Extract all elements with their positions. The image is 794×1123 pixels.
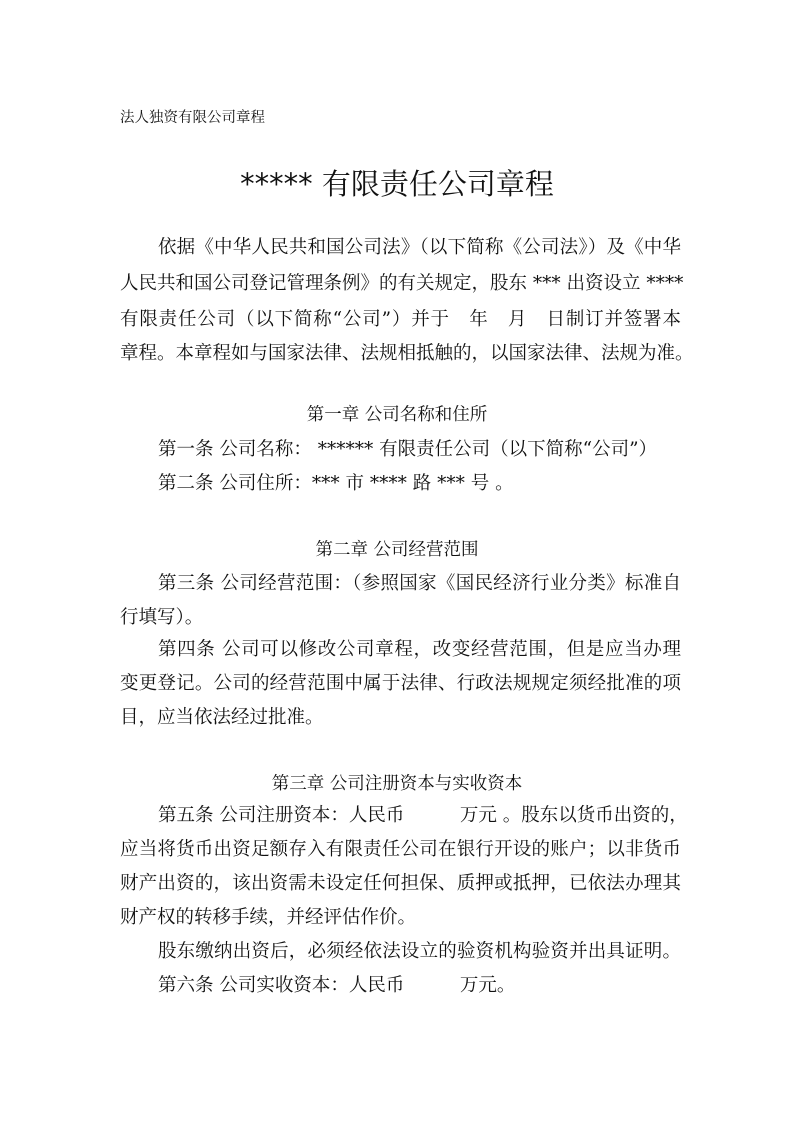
chapter-heading: 第一章 公司名称和住所	[306, 405, 488, 425]
article-line: 行填写）。	[120, 607, 204, 628]
preamble-line: 有限责任公司（以下简称“公司”）并于 年 月 日制订并签署本	[120, 309, 681, 330]
chapter-heading: 第三章 公司注册资本与实收资本	[271, 774, 523, 794]
preamble-line: 章程。本章程如与国家法律、法规相抵触的，以国家法律、法规为准。	[120, 343, 694, 364]
article-line: 第六条 公司实收资本：人民币 万元。	[158, 975, 516, 996]
article-line: 第二条 公司住所：*** 市 **** 路 *** 号 。	[158, 473, 514, 494]
preamble-line: 依据《中华人民共和国公司法》（以下简称《公司法》）及《中华	[158, 237, 681, 258]
article-line: 变更登记。公司的经营范围中属于法律、行政法规规定须经批准的项	[120, 673, 681, 694]
article-line: 第五条 公司注册资本：人民币 万元 。股东以货币出资的，	[158, 805, 688, 826]
article-line: 应当将货币出资足额存入有限责任公司在银行开设的账户；以非货币	[120, 839, 681, 860]
article-line: 第四条 公司可以修改公司章程，改变经营范围，但是应当办理	[158, 639, 681, 660]
preamble-line: 人民共和国公司登记管理条例》的有关规定，股东 *** 出资设立 ****	[120, 273, 684, 294]
article-line: 目，应当依法经过批准。	[120, 707, 324, 728]
chapter-heading: 第二章 公司经营范围	[315, 540, 479, 560]
article-line: 股东缴纳出资后，必须经依法设立的验资机构验资并出具证明。	[158, 941, 681, 962]
article-line: 财产权的转移手续，并经评估作价。	[120, 907, 417, 928]
document-title: ***** 有限责任公司章程	[240, 167, 554, 201]
article-line: 财产出资的，该出资需未设定任何担保、质押或抵押，已依法办理其	[120, 873, 681, 894]
document-header: 法人独资有限公司章程	[120, 110, 265, 126]
article-line: 第三条 公司经营范围：（参照国家《国民经济行业分类》标准自	[158, 573, 681, 594]
article-line: 第一条 公司名称： ****** 有限责任公司（以下简称“公司”）	[158, 439, 658, 460]
